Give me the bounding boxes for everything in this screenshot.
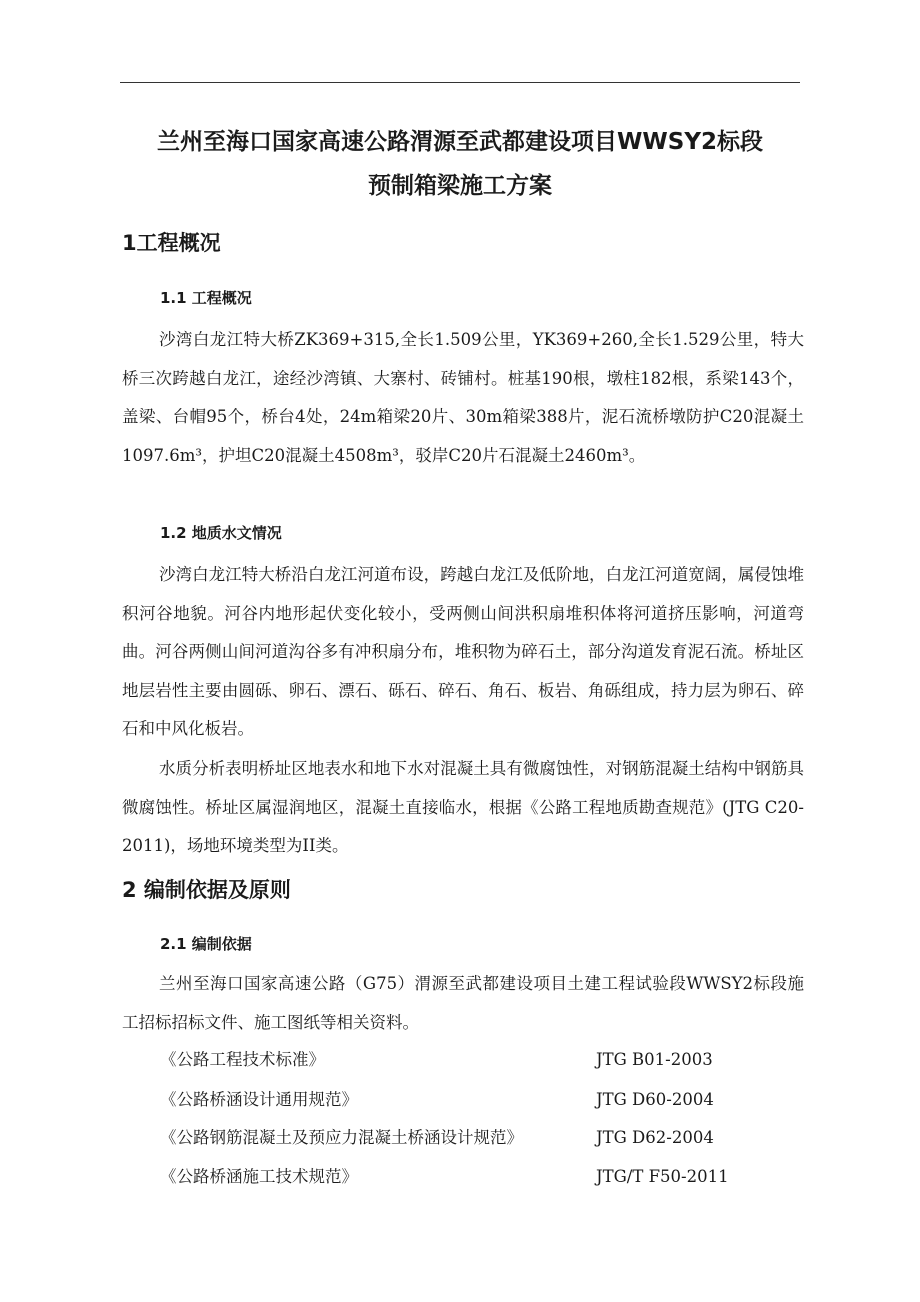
section-1-heading: 1工程概况 [122, 231, 221, 255]
section-1-2-paragraph-1: 沙湾白龙江特大桥沿白龙江河道布设，跨越白龙江及低阶地，白龙江河道宽阔，属侵蚀堆积河谷地貌。河谷内地形起伏变化较小，受两侧山间洪积扇堆积体将河道挤压影响，河道弯曲。河谷两侧山间河道沟谷多有冲积扇分布，堆积物为碎石土，部分沟道发育泥石流。桥址区地层岩性主要由圆砾、卵石、漂石、砾石、碎石、角石、板岩、角砾组成，持力层为卵石、碎石和中风化板岩。 [122, 565, 804, 739]
section-1-2-heading: 1.2 地质水文情况 [160, 524, 282, 542]
section-1-1-heading: 1.1 工程概况 [160, 289, 252, 307]
reference-row [160, 1045, 760, 1075]
reference-name: 《公路钢筋混凝土及预应力混凝土桥涵设计规范》 [160, 1128, 523, 1147]
document-title-line2: 预制箱梁施工方案 [368, 173, 552, 199]
section-1-1-paragraph: 沙湾白龙江特大桥ZK369+315,全长1.509公里，YK369+260,全长1.529公里，特大桥三次跨越白龙江，途经沙湾镇、大寨村、砖铺村。桩基190根，墩柱182根，系梁143个，盖梁、台帽95个，桥台4处，24m箱梁20片、30m箱梁388片，泥石流桥墩防护C20混凝土1097.6m³，护坦C20混凝土4508m³，驳岸C20片石混凝土2460m³。 [122, 330, 804, 465]
reference-name: 《公路工程技术标准》 [160, 1050, 325, 1069]
reference-row [160, 1162, 760, 1192]
reference-name: 《公路桥涵设计通用规范》 [160, 1090, 358, 1109]
reference-row [160, 1123, 760, 1153]
section-2-heading: 2 编制依据及原则 [122, 878, 291, 902]
reference-code: JTG B01-2003 [596, 1050, 713, 1069]
document-title-line1: 兰州至海口国家高速公路渭源至武都建设项目WWSY2标段 [157, 129, 763, 155]
reference-row [160, 1085, 760, 1115]
reference-code: JTG D62-2004 [596, 1128, 714, 1147]
reference-code: JTG D60-2004 [596, 1090, 714, 1109]
section-1-2-paragraph-2: 水质分析表明桥址区地表水和地下水对混凝土具有微腐蚀性，对钢筋混凝土结构中钢筋具微腐蚀性。桥址区属湿润地区，混凝土直接临水，根据《公路工程地质勘查规范》(JTG C20-2011)，场地环境类型为II类。 [122, 759, 804, 856]
reference-name: 《公路桥涵施工技术规范》 [160, 1167, 358, 1186]
section-2-1-paragraph: 兰州至海口国家高速公路（G75）渭源至武都建设项目土建工程试验段WWSY2标段施工招标招标文件、施工图纸等相关资料。 [122, 974, 804, 1032]
reference-code: JTG/T F50-2011 [596, 1167, 729, 1186]
section-2-1-heading: 2.1 编制依据 [160, 935, 252, 953]
header-rule [120, 82, 800, 83]
